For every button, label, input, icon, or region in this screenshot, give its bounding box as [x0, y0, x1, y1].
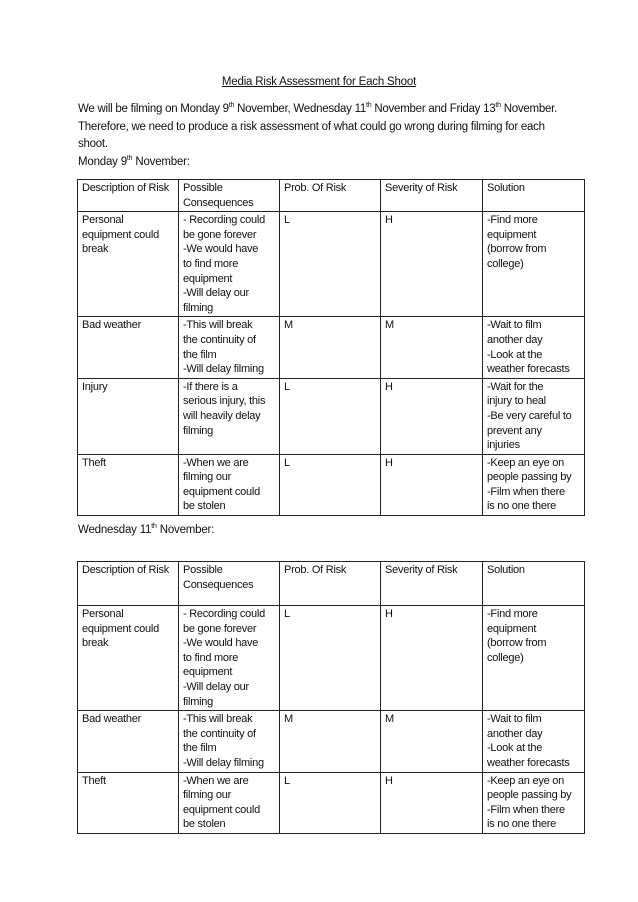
table-row [78, 378, 585, 454]
cell-line: to find more [183, 257, 239, 270]
header-consequences [179, 562, 280, 606]
risk-table-wednesday [77, 561, 585, 834]
cell-solution [483, 772, 585, 833]
cell-line: -Find more [487, 214, 538, 227]
cell-line: people passing by [487, 471, 572, 484]
cell-line: weather forecasts [487, 363, 570, 376]
intro-line-2: Therefore, we need to produce a risk assessment of what could go wrong during filming for each [78, 120, 545, 133]
header-description: Description of Risk [78, 562, 179, 606]
cell-consequences [179, 378, 280, 454]
cell-severity: H [381, 212, 483, 317]
header-probability: Prob. Of Risk [280, 180, 381, 212]
cell-line: (borrow from [487, 243, 547, 256]
cell-line: the continuity of [183, 727, 256, 740]
cell-line: will heavily delay [183, 409, 261, 422]
cell-line: -This will break [183, 713, 253, 726]
ordinal-suffix: th [228, 102, 235, 109]
cell-line: equipment could [183, 803, 260, 816]
cell-consequences [179, 454, 280, 515]
cell-line: prevent any [487, 424, 542, 437]
cell-line: injuries [487, 439, 520, 452]
cell-line: filming [183, 301, 214, 314]
cell-line: filming our [183, 789, 231, 802]
risk-table-monday [77, 179, 585, 516]
intro-line-3: shoot. [78, 138, 108, 150]
cell-line: equipment [183, 666, 233, 679]
section-label-monday [78, 156, 190, 168]
cell-line: equipment [183, 272, 233, 285]
ordinal-suffix: th [366, 102, 372, 109]
cell-consequences [179, 772, 280, 833]
cell-line: filming [183, 424, 214, 437]
cell-line: -Keep an eye on [487, 774, 564, 787]
cell-line: -Wait for the [487, 380, 544, 393]
header-description: Description of Risk [78, 180, 179, 212]
section-label-text: November: [132, 156, 190, 168]
cell-line: -When we are [183, 774, 249, 787]
cell-line: -Film when there [487, 485, 565, 498]
cell-line: equipment could [82, 622, 159, 635]
cell-solution [483, 317, 585, 378]
section-label-text: November: [156, 524, 215, 536]
cell-consequences [179, 317, 280, 378]
intro-text: We will be filming on Monday 9 [78, 103, 229, 115]
cell-line: -This will break [183, 319, 253, 332]
document-title: Media Risk Assessment for Each Shoot [221, 76, 417, 88]
cell-line: - Recording could [183, 214, 265, 227]
cell-line: break [82, 243, 109, 256]
header-severity: Severity of Risk [381, 180, 483, 212]
cell-line: equipment could [82, 228, 159, 241]
table-header-row [78, 180, 585, 212]
cell-solution [483, 606, 585, 711]
cell-line: Personal [82, 608, 124, 620]
cell-line: Possible [183, 564, 223, 576]
section-label-text: Monday 9 [78, 156, 127, 168]
cell-line: -Wait to film [487, 713, 542, 726]
section-label-text: Wednesday 11 [78, 524, 152, 536]
ordinal-suffix: th [151, 523, 157, 530]
cell-probability: L [280, 606, 381, 711]
intro-line-1 [78, 101, 578, 119]
cell-probability: L [280, 378, 381, 454]
cell-line: -Will delay filming [183, 756, 264, 769]
cell-line: -Look at the [487, 348, 543, 361]
cell-severity: M [381, 317, 483, 378]
cell-line: another day [487, 333, 543, 346]
cell-severity: H [381, 606, 483, 711]
cell-line: -Look at the [487, 742, 543, 755]
table-row [78, 317, 585, 378]
cell-line: the film [183, 742, 217, 755]
table-row [78, 711, 585, 772]
cell-line: another day [487, 727, 543, 740]
header-probability: Prob. Of Risk [280, 562, 381, 606]
header-solution: Solution [483, 562, 585, 606]
cell-line: weather forecasts [487, 756, 570, 769]
cell-line: equipment [487, 228, 537, 241]
cell-line: break [82, 637, 109, 650]
cell-line: -When we are [183, 456, 249, 469]
cell-line: Theft [82, 456, 106, 469]
cell-line: to find more [183, 651, 239, 664]
cell-line: college) [487, 651, 524, 664]
cell-line: filming [183, 695, 214, 708]
cell-line: the film [183, 348, 217, 361]
cell-line: Consequences [183, 578, 254, 591]
intro-text: November and Friday 13 [371, 103, 496, 115]
cell-severity: H [381, 772, 483, 833]
cell-line: -Will delay filming [183, 363, 264, 376]
cell-risk [78, 378, 179, 454]
cell-severity: H [381, 378, 483, 454]
header-severity: Severity of Risk [381, 562, 483, 606]
cell-solution [483, 212, 585, 317]
cell-line: -We would have [183, 637, 259, 650]
cell-probability: M [280, 317, 381, 378]
cell-line: -Wait to film [487, 319, 542, 332]
cell-risk [78, 606, 179, 711]
cell-solution [483, 378, 585, 454]
cell-line: -Film when there [487, 803, 565, 816]
cell-line: is no one there [487, 500, 557, 513]
cell-solution [483, 454, 585, 515]
cell-line: Consequences [183, 196, 254, 209]
ordinal-suffix: th [126, 155, 133, 162]
header-solution: Solution [483, 180, 585, 212]
cell-consequences [179, 212, 280, 317]
cell-line: (borrow from [487, 637, 547, 650]
cell-line: Injury [82, 380, 108, 393]
cell-line: be gone forever [183, 228, 257, 241]
intro-text: November. [500, 103, 558, 115]
cell-line: is no one there [487, 818, 557, 831]
cell-line: Theft [82, 774, 106, 787]
table-row [78, 454, 585, 515]
cell-line: -We would have [183, 243, 259, 256]
cell-line: - Recording could [183, 608, 265, 620]
cell-severity: H [381, 454, 483, 515]
cell-risk [78, 711, 179, 772]
cell-line: serious injury, this [183, 395, 266, 408]
intro-text: November, Wednesday 11 [234, 103, 367, 115]
cell-line: Bad weather [82, 713, 142, 726]
cell-probability: L [280, 212, 381, 317]
cell-line: -If there is a [183, 380, 238, 393]
cell-line: be stolen [183, 818, 226, 831]
table-header-row [78, 562, 585, 606]
cell-line: the continuity of [183, 333, 256, 346]
cell-line: -Will delay our [183, 287, 249, 300]
cell-line: -Will delay our [183, 680, 249, 693]
cell-line: college) [487, 257, 524, 270]
cell-line: be gone forever [183, 622, 257, 635]
cell-probability: M [280, 711, 381, 772]
cell-line: people passing by [487, 789, 572, 802]
ordinal-suffix: th [495, 102, 501, 109]
cell-risk [78, 454, 179, 515]
cell-line: be stolen [183, 500, 226, 513]
cell-line: Bad weather [82, 319, 142, 332]
cell-solution [483, 711, 585, 772]
cell-severity: M [381, 711, 483, 772]
cell-line: equipment could [183, 485, 260, 498]
cell-line: -Find more [487, 608, 538, 620]
intro-paragraph [78, 101, 578, 154]
cell-probability: L [280, 454, 381, 515]
table-row [78, 212, 585, 317]
cell-consequences [179, 606, 280, 711]
table-row [78, 606, 585, 711]
table-row [78, 772, 585, 833]
cell-line: injury to heal [487, 395, 546, 408]
cell-line: -Keep an eye on [487, 456, 564, 469]
cell-risk [78, 212, 179, 317]
cell-line: Possible [183, 182, 223, 194]
cell-line: Personal [82, 214, 124, 227]
cell-line: equipment [487, 622, 537, 635]
header-consequences [179, 180, 280, 212]
cell-risk [78, 772, 179, 833]
cell-consequences [179, 711, 280, 772]
cell-line: filming our [183, 471, 231, 484]
cell-risk [78, 317, 179, 378]
cell-line: -Be very careful to [487, 409, 572, 422]
cell-probability: L [280, 772, 381, 833]
section-label-wednesday [78, 524, 214, 536]
